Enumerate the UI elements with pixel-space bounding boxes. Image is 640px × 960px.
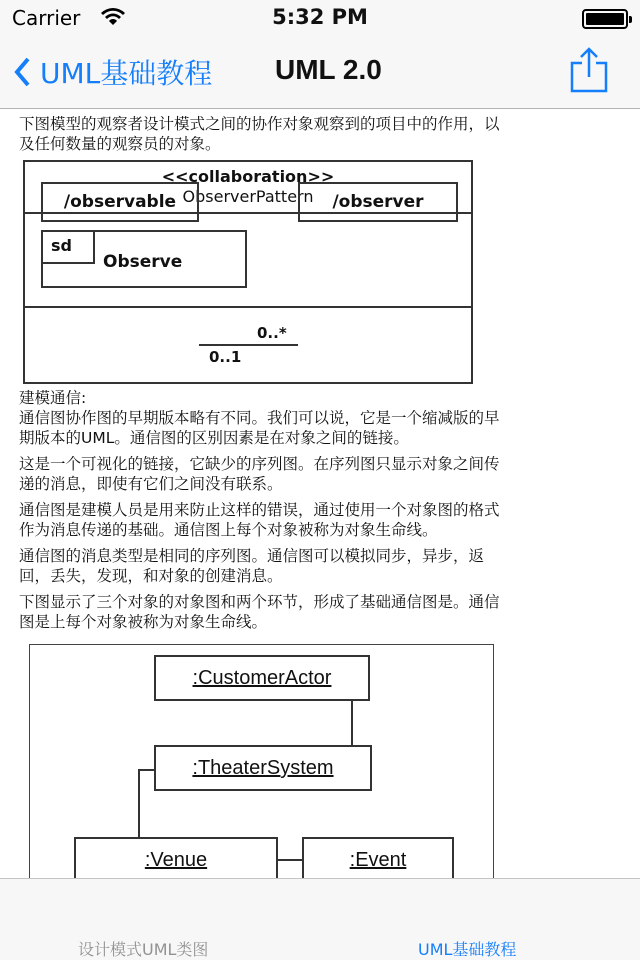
paragraph: 通信图协作图的早期版本略有不同。我们可以说，它是一个缩减版的早 期版本的UML。通信图的区别因素是在对象之间的链接。 bbox=[19, 409, 500, 447]
tab-uml-basics[interactable]: UML基础教程 bbox=[418, 940, 517, 959]
navigation-bar bbox=[0, 40, 640, 109]
article-content[interactable] bbox=[0, 110, 640, 878]
back-button[interactable] bbox=[14, 52, 212, 92]
tab-uml-class-diagrams[interactable]: 设计模式UML类图 bbox=[78, 940, 209, 959]
multiplicity-top: 0..* bbox=[257, 324, 287, 342]
tab-bar bbox=[0, 878, 640, 960]
status-bar bbox=[0, 0, 640, 40]
paragraph: 这是一个可视化的链接，它缺少的序列图。在序列图只显示对象之间传 递的消息，即使有它们之间没有联系。 bbox=[19, 455, 500, 493]
paragraph: 通信图是建模人员是用来防止这样的错误，通过使用一个对象图的格式 作为消息传递的基础。通信图上每个对象被称为对象生命线。 bbox=[19, 501, 500, 539]
object-event: :Event bbox=[302, 837, 454, 878]
observer-box: /observer bbox=[298, 182, 458, 222]
observer-pattern-diagram bbox=[23, 160, 473, 384]
collaboration-name: ObserverPattern bbox=[182, 187, 314, 206]
chevron-left-icon bbox=[14, 57, 30, 87]
object-customer-actor: :CustomerActor bbox=[154, 655, 370, 701]
clock: 5:32 PM bbox=[272, 5, 368, 29]
battery-icon bbox=[582, 9, 628, 29]
multiplicity-bottom: 0..1 bbox=[209, 348, 242, 366]
section-heading: 建模通信: bbox=[19, 389, 87, 407]
page-title: UML 2.0 bbox=[275, 54, 382, 85]
object-venue: :Venue bbox=[74, 837, 278, 878]
sd-name: Observe bbox=[103, 252, 183, 272]
sd-label: sd bbox=[43, 232, 95, 264]
share-icon[interactable] bbox=[568, 45, 610, 95]
communication-diagram bbox=[29, 644, 494, 878]
observable-box: /observable bbox=[41, 182, 199, 222]
object-theater-system: :TheaterSystem bbox=[154, 745, 372, 791]
paragraph: 下图显示了三个对象的对象图和两个环节，形成了基础通信图是。通信 图是上每个对象被称为对象生命线。 bbox=[19, 593, 500, 631]
back-label: UML基础教程 bbox=[40, 57, 213, 90]
stereotype-label: <<collaboration>> bbox=[161, 167, 335, 186]
intro-paragraph: 下图模型的观察者设计模式之间的协作对象观察到的项目中的作用，以 及任何数量的观察员的对象。 bbox=[19, 115, 500, 153]
paragraph: 通信图的消息类型是相同的序列图。通信图可以模拟同步，异步，返 回，丢失，发现，和对象的创建消息。 bbox=[19, 547, 485, 585]
carrier-label: Carrier bbox=[12, 6, 81, 30]
